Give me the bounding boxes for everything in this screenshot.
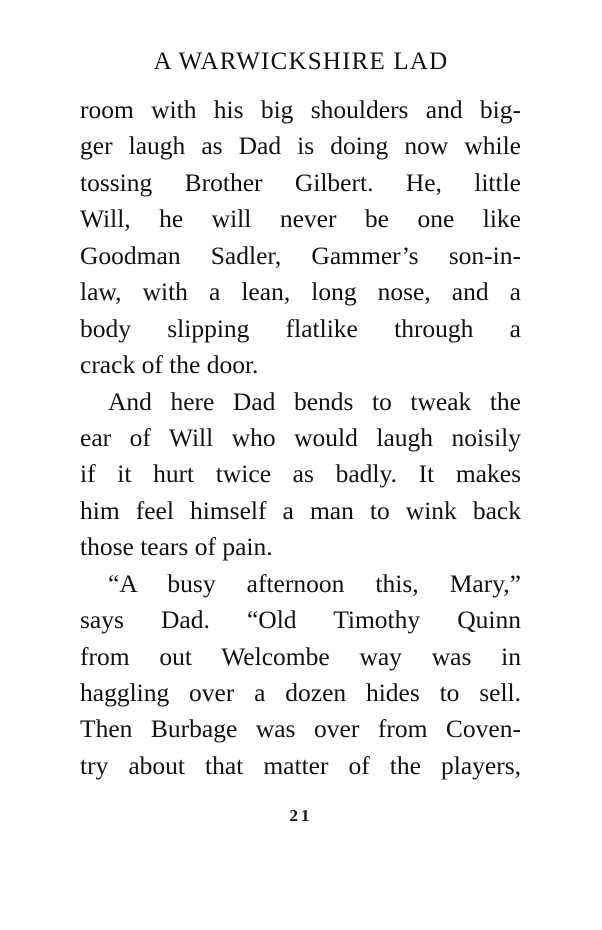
- text-line: room with his big shoulders and big-: [80, 95, 521, 124]
- text-line: Will, he will never be one like: [80, 204, 521, 234]
- text-line: ear of Will who would laugh noisily: [80, 422, 521, 452]
- text-line: haggling over a dozen hides to sell.: [80, 678, 521, 707]
- text-line: from out Welcombe way was in: [80, 641, 521, 671]
- running-head: A WARWICKSHIRE LAD: [153, 48, 449, 75]
- page-number: 21: [289, 806, 313, 825]
- text-line: crack of the door.: [80, 350, 259, 380]
- text-line: Goodman Sadler, Gammer’s son-in-: [80, 240, 521, 270]
- text-line: body slipping flatlike through a: [80, 313, 521, 343]
- body-text: [80, 92, 521, 784]
- paragraph-first-line: “A busy afternoon this, Mary,”: [108, 568, 521, 598]
- text-line: says Dad. “Old Timothy Quinn: [80, 605, 521, 635]
- text-line: tossing Brother Gilbert. He, little: [80, 167, 521, 197]
- text-line: law, with a lean, long nose, and a: [80, 277, 521, 307]
- text-line: those tears of pain.: [80, 532, 273, 562]
- paragraph-first-line: And here Dad bends to tweak the: [108, 386, 521, 416]
- text-line: try about that matter of the players,: [80, 750, 521, 780]
- text-line: Then Burbage was over from Coven-: [80, 714, 521, 744]
- text-line: him feel himself a man to wink back: [80, 495, 521, 525]
- text-line: if it hurt twice as badly. It makes: [80, 459, 521, 489]
- text-line: ger laugh as Dad is doing now while: [80, 131, 521, 161]
